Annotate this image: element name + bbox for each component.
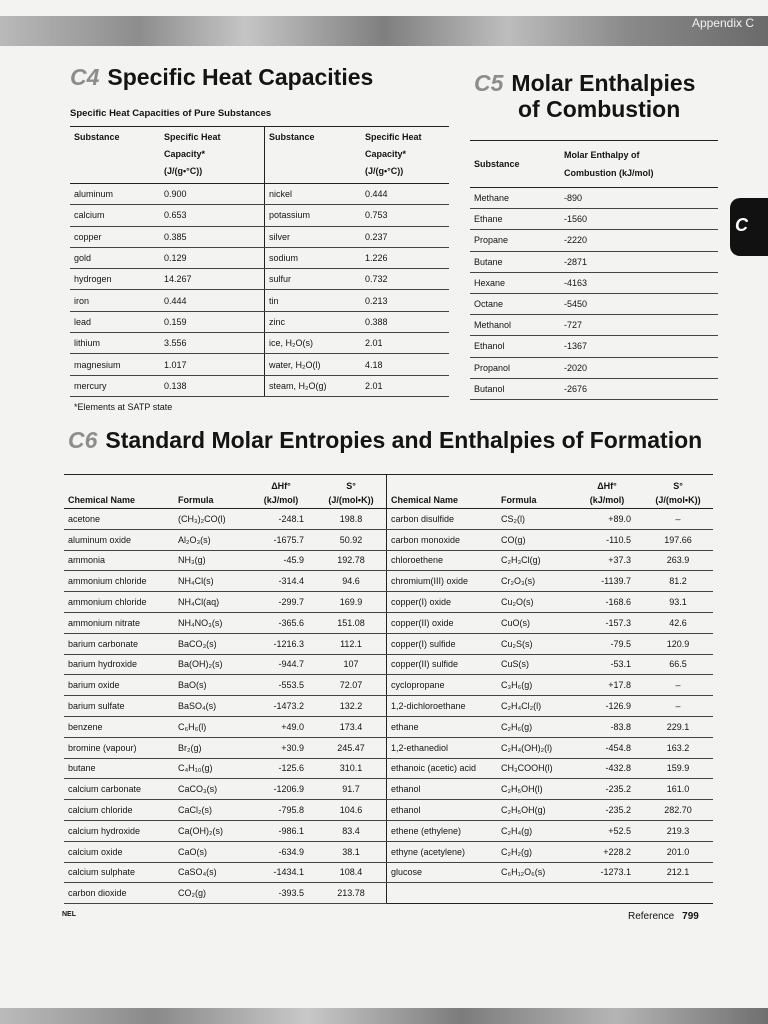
enthalpy-cell: -553.5 bbox=[246, 675, 312, 696]
enthalpy-cell: -299.7 bbox=[246, 592, 312, 613]
substance-cell: calcium bbox=[70, 205, 160, 226]
entropy-cell: – bbox=[639, 696, 713, 717]
enthalpy-cell: -1216.3 bbox=[246, 633, 312, 654]
chemical-name-cell: ammonium nitrate bbox=[64, 612, 174, 633]
entropy-cell: 83.4 bbox=[312, 820, 387, 841]
page-footer bbox=[628, 911, 699, 922]
c4-table-caption: Specific Heat Capacities of Pure Substances bbox=[70, 108, 272, 119]
formula-cell: C₂H₄(OH)₂(l) bbox=[497, 737, 571, 758]
c5-title-line2: of Combustion bbox=[518, 96, 681, 122]
enthalpy-cell: -79.5 bbox=[571, 633, 639, 654]
capacity-cell: 1.017 bbox=[160, 354, 265, 375]
enthalpy-cell: -248.1 bbox=[246, 509, 312, 530]
substance-cell: tin bbox=[265, 290, 362, 311]
entropy-cell: 212.1 bbox=[639, 862, 713, 883]
entropy-cell: 229.1 bbox=[639, 716, 713, 737]
enthalpy-cell: -1560 bbox=[560, 209, 718, 230]
table-row bbox=[64, 654, 713, 675]
c6-header-formula-2: Formula bbox=[497, 475, 571, 509]
capacity-cell: 0.385 bbox=[160, 226, 265, 247]
table-row bbox=[70, 184, 449, 205]
capacity-cell: 3.556 bbox=[160, 333, 265, 354]
chemical-name-cell: copper(I) sulfide bbox=[387, 633, 498, 654]
table-row bbox=[64, 841, 713, 862]
enthalpy-cell: -1675.7 bbox=[246, 529, 312, 550]
chemical-name-cell: benzene bbox=[64, 716, 174, 737]
header-band bbox=[0, 16, 768, 46]
table-row bbox=[470, 209, 718, 230]
chemical-name-cell: ammonia bbox=[64, 550, 174, 571]
enthalpy-cell: -126.9 bbox=[571, 696, 639, 717]
table-row bbox=[64, 529, 713, 550]
empty-cell bbox=[387, 883, 498, 904]
chemical-name-cell: copper(II) oxide bbox=[387, 612, 498, 633]
enthalpy-cell: -432.8 bbox=[571, 758, 639, 779]
c6-section-number: C6 bbox=[68, 427, 98, 453]
formula-cell: C₂H₄(g) bbox=[497, 820, 571, 841]
enthalpy-cell: -1367 bbox=[560, 336, 718, 357]
substance-cell: hydrogen bbox=[70, 269, 160, 290]
c5-section-number: C5 bbox=[474, 70, 504, 96]
enthalpy-cell: -110.5 bbox=[571, 529, 639, 550]
table-row bbox=[64, 612, 713, 633]
enthalpy-cell: -634.9 bbox=[246, 841, 312, 862]
enthalpy-cell: -235.2 bbox=[571, 779, 639, 800]
capacity-cell: 0.138 bbox=[160, 375, 265, 396]
empty-cell bbox=[571, 883, 639, 904]
capacity-cell: 0.732 bbox=[361, 269, 449, 290]
formula-cell: CaO(s) bbox=[174, 841, 246, 862]
formula-cell: Cu₂O(s) bbox=[497, 592, 571, 613]
entropy-cell: 282.70 bbox=[639, 800, 713, 821]
chemical-name-cell: ethane bbox=[387, 716, 498, 737]
table-row bbox=[64, 737, 713, 758]
formula-cell: CaSO₄(s) bbox=[174, 862, 246, 883]
entropy-cell: 38.1 bbox=[312, 841, 387, 862]
entropy-cell: 173.4 bbox=[312, 716, 387, 737]
entropy-cell: 245.47 bbox=[312, 737, 387, 758]
enthalpy-cell: -1273.1 bbox=[571, 862, 639, 883]
enthalpy-cell: -83.8 bbox=[571, 716, 639, 737]
formula-cell: C₄H₁₀(g) bbox=[174, 758, 246, 779]
chemical-name-cell: 1,2-ethanediol bbox=[387, 737, 498, 758]
enthalpy-cell: -890 bbox=[560, 188, 718, 209]
chemical-name-cell: ethanoic (acetic) acid bbox=[387, 758, 498, 779]
enthalpy-cell: -795.8 bbox=[246, 800, 312, 821]
entropy-cell: 120.9 bbox=[639, 633, 713, 654]
enthalpy-cell: -314.4 bbox=[246, 571, 312, 592]
enthalpy-cell: +17.8 bbox=[571, 675, 639, 696]
table-row bbox=[64, 550, 713, 571]
c6-header-enthalpy-2: ΔHf° (kJ/mol) bbox=[571, 475, 639, 509]
chemical-name-cell: carbon disulfide bbox=[387, 509, 498, 530]
c4-header-substance-2: Substance bbox=[265, 127, 362, 184]
table-row bbox=[64, 675, 713, 696]
enthalpy-cell: +52.5 bbox=[571, 820, 639, 841]
c4-header-capacity-2: Specific Heat Capacity* (J/(g•°C)) bbox=[361, 127, 449, 184]
capacity-cell: 0.159 bbox=[160, 311, 265, 332]
substance-cell: mercury bbox=[70, 375, 160, 396]
substance-cell: Ethanol bbox=[470, 336, 560, 357]
enthalpy-cell: -727 bbox=[560, 315, 718, 336]
enthalpy-cell: -1206.9 bbox=[246, 779, 312, 800]
entropy-cell: – bbox=[639, 509, 713, 530]
enthalpy-cell: -1473.2 bbox=[246, 696, 312, 717]
enthalpy-cell: -2220 bbox=[560, 230, 718, 251]
c6-header-entropy: S° (J/(mol•K)) bbox=[312, 475, 387, 509]
formula-cell: CaCl₂(s) bbox=[174, 800, 246, 821]
capacity-cell: 0.753 bbox=[361, 205, 449, 226]
substance-cell: lithium bbox=[70, 333, 160, 354]
table-row bbox=[470, 230, 718, 251]
capacity-cell: 1.226 bbox=[361, 247, 449, 268]
c6-header-name: Chemical Name bbox=[64, 475, 174, 509]
c6-section-title bbox=[68, 427, 702, 454]
formula-cell: CS₂(l) bbox=[497, 509, 571, 530]
c4-title-text: Specific Heat Capacities bbox=[107, 64, 374, 90]
formula-cell: Br₂(g) bbox=[174, 737, 246, 758]
c4-footnote: *Elements at SATP state bbox=[74, 402, 173, 412]
formula-cell: BaSO₄(s) bbox=[174, 696, 246, 717]
chemical-name-cell: 1,2-dichloroethane bbox=[387, 696, 498, 717]
c6-header-enthalpy: ΔHf° (kJ/mol) bbox=[246, 475, 312, 509]
formula-cell: NH₄Cl(aq) bbox=[174, 592, 246, 613]
capacity-cell: 0.444 bbox=[160, 290, 265, 311]
table-row bbox=[70, 354, 449, 375]
enthalpy-cell: -235.2 bbox=[571, 800, 639, 821]
chemical-name-cell: aluminum oxide bbox=[64, 529, 174, 550]
substance-cell: copper bbox=[70, 226, 160, 247]
substance-cell: ice, H₂O(s) bbox=[265, 333, 362, 354]
substance-cell: Hexane bbox=[470, 272, 560, 293]
enthalpy-cell: -944.7 bbox=[246, 654, 312, 675]
table-row bbox=[64, 883, 713, 904]
table-row bbox=[64, 633, 713, 654]
chemical-name-cell: ammonium chloride bbox=[64, 571, 174, 592]
table-row bbox=[70, 247, 449, 268]
substance-cell: Ethane bbox=[470, 209, 560, 230]
substance-cell: lead bbox=[70, 311, 160, 332]
chemical-name-cell: barium sulfate bbox=[64, 696, 174, 717]
table-row bbox=[470, 293, 718, 314]
table-row bbox=[64, 758, 713, 779]
capacity-cell: 14.267 bbox=[160, 269, 265, 290]
substance-cell: Octane bbox=[470, 293, 560, 314]
empty-cell bbox=[639, 883, 713, 904]
capacity-cell: 2.01 bbox=[361, 333, 449, 354]
substance-cell: Propane bbox=[470, 230, 560, 251]
entropy-cell: 94.6 bbox=[312, 571, 387, 592]
table-row bbox=[64, 800, 713, 821]
substance-cell: Propanol bbox=[470, 357, 560, 378]
formula-cell: C₃H₆(g) bbox=[497, 675, 571, 696]
table-row bbox=[64, 509, 713, 530]
table-row bbox=[470, 378, 718, 399]
formula-cell: CH₃COOH(l) bbox=[497, 758, 571, 779]
table-row bbox=[470, 188, 718, 209]
chemical-name-cell: calcium oxide bbox=[64, 841, 174, 862]
formula-cell: CO₂(g) bbox=[174, 883, 246, 904]
enthalpy-cell: +89.0 bbox=[571, 509, 639, 530]
formula-cell: Ca(OH)₂(s) bbox=[174, 820, 246, 841]
substance-cell: magnesium bbox=[70, 354, 160, 375]
enthalpy-cell: +228.2 bbox=[571, 841, 639, 862]
chemical-name-cell: chromium(III) oxide bbox=[387, 571, 498, 592]
enthalpy-cell: -454.8 bbox=[571, 737, 639, 758]
table-row bbox=[470, 336, 718, 357]
substance-cell: aluminum bbox=[70, 184, 160, 205]
c4-header-capacity: Specific Heat Capacity* (J/(g•°C)) bbox=[160, 127, 265, 184]
capacity-cell: 0.444 bbox=[361, 184, 449, 205]
table-row bbox=[64, 716, 713, 737]
formula-cell: CuO(s) bbox=[497, 612, 571, 633]
entropy-cell: 310.1 bbox=[312, 758, 387, 779]
enthalpy-cell: -1139.7 bbox=[571, 571, 639, 592]
c6-header-formula: Formula bbox=[174, 475, 246, 509]
chemical-name-cell: barium oxide bbox=[64, 675, 174, 696]
table-row bbox=[70, 290, 449, 311]
c5-header-enthalpy: Molar Enthalpy of Combustion (kJ/mol) bbox=[560, 141, 718, 188]
appendix-tab-letter: C bbox=[735, 215, 748, 235]
enthalpy-cell: -393.5 bbox=[246, 883, 312, 904]
substance-cell: Methanol bbox=[470, 315, 560, 336]
table-row bbox=[64, 779, 713, 800]
c6-title-text: Standard Molar Entropies and Enthalpies of Formation bbox=[105, 427, 703, 453]
entropy-cell: 192.78 bbox=[312, 550, 387, 571]
enthalpy-cell: -2871 bbox=[560, 251, 718, 272]
specific-heat-table bbox=[70, 126, 449, 397]
formula-cell: CaCO₃(s) bbox=[174, 779, 246, 800]
chemical-name-cell: barium carbonate bbox=[64, 633, 174, 654]
enthalpy-cell: -168.6 bbox=[571, 592, 639, 613]
enthalpy-cell: -125.6 bbox=[246, 758, 312, 779]
enthalpy-cell: -53.1 bbox=[571, 654, 639, 675]
c5-header-substance: Substance bbox=[470, 141, 560, 188]
capacity-cell: 4.18 bbox=[361, 354, 449, 375]
formula-cell: NH₄NO₃(s) bbox=[174, 612, 246, 633]
substance-cell: nickel bbox=[265, 184, 362, 205]
entropy-cell: 81.2 bbox=[639, 571, 713, 592]
enthalpy-cell: -157.3 bbox=[571, 612, 639, 633]
enthalpy-cell: -365.6 bbox=[246, 612, 312, 633]
formula-cell: Cu₂S(s) bbox=[497, 633, 571, 654]
formula-cell: C₂H₅OH(l) bbox=[497, 779, 571, 800]
entropy-cell: 93.1 bbox=[639, 592, 713, 613]
chemical-name-cell: ethyne (acetylene) bbox=[387, 841, 498, 862]
chemical-name-cell: ethanol bbox=[387, 800, 498, 821]
enthalpy-cell: -2676 bbox=[560, 378, 718, 399]
formula-cell: Al₂O₃(s) bbox=[174, 529, 246, 550]
entropy-cell: 91.7 bbox=[312, 779, 387, 800]
combustion-enthalpy-table bbox=[470, 140, 718, 400]
entropy-cell: 159.9 bbox=[639, 758, 713, 779]
chemical-name-cell: cyclopropane bbox=[387, 675, 498, 696]
formula-cell: NH₃(g) bbox=[174, 550, 246, 571]
appendix-label: Appendix C bbox=[691, 16, 754, 30]
entropy-cell: 108.4 bbox=[312, 862, 387, 883]
substance-cell: zinc bbox=[265, 311, 362, 332]
chemical-name-cell: butane bbox=[64, 758, 174, 779]
substance-cell: Methane bbox=[470, 188, 560, 209]
c4-section-title bbox=[70, 64, 373, 91]
substance-cell: sulfur bbox=[265, 269, 362, 290]
c4-section-number: C4 bbox=[70, 64, 100, 90]
chemical-name-cell: glucose bbox=[387, 862, 498, 883]
table-row bbox=[64, 571, 713, 592]
substance-cell: steam, H₂O(g) bbox=[265, 375, 362, 396]
table-row bbox=[64, 820, 713, 841]
entropy-enthalpy-table bbox=[64, 474, 713, 904]
substance-cell: iron bbox=[70, 290, 160, 311]
formula-cell: C₂H₄Cl₂(l) bbox=[497, 696, 571, 717]
capacity-cell: 0.388 bbox=[361, 311, 449, 332]
formula-cell: BaO(s) bbox=[174, 675, 246, 696]
capacity-cell: 0.237 bbox=[361, 226, 449, 247]
table-row bbox=[470, 357, 718, 378]
enthalpy-cell: +37.3 bbox=[571, 550, 639, 571]
entropy-cell: 42.6 bbox=[639, 612, 713, 633]
substance-cell: potassium bbox=[265, 205, 362, 226]
formula-cell: CO(g) bbox=[497, 529, 571, 550]
enthalpy-cell: -986.1 bbox=[246, 820, 312, 841]
formula-cell: CuS(s) bbox=[497, 654, 571, 675]
formula-cell: C₂H₂(g) bbox=[497, 841, 571, 862]
formula-cell: C₆H₆(l) bbox=[174, 716, 246, 737]
chemical-name-cell: calcium hydroxide bbox=[64, 820, 174, 841]
chemical-name-cell: bromine (vapour) bbox=[64, 737, 174, 758]
enthalpy-cell: -5450 bbox=[560, 293, 718, 314]
table-row bbox=[470, 251, 718, 272]
capacity-cell: 0.129 bbox=[160, 247, 265, 268]
substance-cell: silver bbox=[265, 226, 362, 247]
chemical-name-cell: calcium sulphate bbox=[64, 862, 174, 883]
chemical-name-cell: acetone bbox=[64, 509, 174, 530]
chemical-name-cell: ethanol bbox=[387, 779, 498, 800]
table-row bbox=[470, 272, 718, 293]
publisher-mark: NEL bbox=[62, 911, 76, 918]
substance-cell: Butane bbox=[470, 251, 560, 272]
entropy-cell: 169.9 bbox=[312, 592, 387, 613]
enthalpy-cell: -45.9 bbox=[246, 550, 312, 571]
chemical-name-cell: carbon dioxide bbox=[64, 883, 174, 904]
entropy-cell: 161.0 bbox=[639, 779, 713, 800]
c4-header-substance: Substance bbox=[70, 127, 160, 184]
table-row bbox=[64, 862, 713, 883]
entropy-cell: 198.8 bbox=[312, 509, 387, 530]
substance-cell: water, H₂O(l) bbox=[265, 354, 362, 375]
c5-section-title bbox=[474, 70, 695, 122]
page-number: 799 bbox=[682, 911, 699, 922]
chemical-name-cell: chloroethene bbox=[387, 550, 498, 571]
substance-cell: sodium bbox=[265, 247, 362, 268]
formula-cell: (CH₃)₂CO(l) bbox=[174, 509, 246, 530]
entropy-cell: 72.07 bbox=[312, 675, 387, 696]
formula-cell: Ba(OH)₂(s) bbox=[174, 654, 246, 675]
table-row bbox=[70, 226, 449, 247]
chemical-name-cell: ammonium chloride bbox=[64, 592, 174, 613]
capacity-cell: 0.213 bbox=[361, 290, 449, 311]
entropy-cell: 197.66 bbox=[639, 529, 713, 550]
enthalpy-cell: +49.0 bbox=[246, 716, 312, 737]
substance-cell: Butanol bbox=[470, 378, 560, 399]
entropy-cell: 201.0 bbox=[639, 841, 713, 862]
empty-cell bbox=[497, 883, 571, 904]
entropy-cell: 66.5 bbox=[639, 654, 713, 675]
chemical-name-cell: copper(I) oxide bbox=[387, 592, 498, 613]
chemical-name-cell: barium hydroxide bbox=[64, 654, 174, 675]
footer-section: Reference bbox=[628, 911, 675, 922]
entropy-cell: 263.9 bbox=[639, 550, 713, 571]
entropy-cell: 151.08 bbox=[312, 612, 387, 633]
formula-cell: C₂H₆(g) bbox=[497, 716, 571, 737]
entropy-cell: 163.2 bbox=[639, 737, 713, 758]
formula-cell: Cr₂O₃(s) bbox=[497, 571, 571, 592]
table-row bbox=[70, 269, 449, 290]
chemical-name-cell: copper(II) sulfide bbox=[387, 654, 498, 675]
c6-header-name-2: Chemical Name bbox=[387, 475, 498, 509]
entropy-cell: – bbox=[639, 675, 713, 696]
table-row bbox=[70, 333, 449, 354]
chemical-name-cell: carbon monoxide bbox=[387, 529, 498, 550]
formula-cell: C₂H₃Cl(g) bbox=[497, 550, 571, 571]
table-row bbox=[64, 696, 713, 717]
entropy-cell: 112.1 bbox=[312, 633, 387, 654]
enthalpy-cell: -1434.1 bbox=[246, 862, 312, 883]
table-row bbox=[70, 205, 449, 226]
entropy-cell: 50.92 bbox=[312, 529, 387, 550]
table-row bbox=[70, 311, 449, 332]
entropy-cell: 213.78 bbox=[312, 883, 387, 904]
entropy-cell: 107 bbox=[312, 654, 387, 675]
table-row bbox=[70, 375, 449, 396]
entropy-cell: 219.3 bbox=[639, 820, 713, 841]
c5-title-line1: Molar Enthalpies bbox=[511, 70, 696, 96]
formula-cell: NH₄Cl(s) bbox=[174, 571, 246, 592]
formula-cell: BaCO₃(s) bbox=[174, 633, 246, 654]
table-row bbox=[470, 315, 718, 336]
capacity-cell: 0.653 bbox=[160, 205, 265, 226]
chemical-name-cell: calcium carbonate bbox=[64, 779, 174, 800]
chemical-name-cell: ethene (ethylene) bbox=[387, 820, 498, 841]
entropy-cell: 104.6 bbox=[312, 800, 387, 821]
footer-band bbox=[0, 1008, 768, 1024]
entropy-cell: 132.2 bbox=[312, 696, 387, 717]
enthalpy-cell: -4163 bbox=[560, 272, 718, 293]
c6-header-entropy-2: S° (J/(mol•K)) bbox=[639, 475, 713, 509]
chemical-name-cell: calcium chloride bbox=[64, 800, 174, 821]
substance-cell: gold bbox=[70, 247, 160, 268]
table-row bbox=[64, 592, 713, 613]
appendix-tab bbox=[730, 198, 768, 256]
enthalpy-cell: +30.9 bbox=[246, 737, 312, 758]
formula-cell: C₂H₅OH(g) bbox=[497, 800, 571, 821]
enthalpy-cell: -2020 bbox=[560, 357, 718, 378]
formula-cell: C₆H₁₂O₆(s) bbox=[497, 862, 571, 883]
capacity-cell: 2.01 bbox=[361, 375, 449, 396]
capacity-cell: 0.900 bbox=[160, 184, 265, 205]
